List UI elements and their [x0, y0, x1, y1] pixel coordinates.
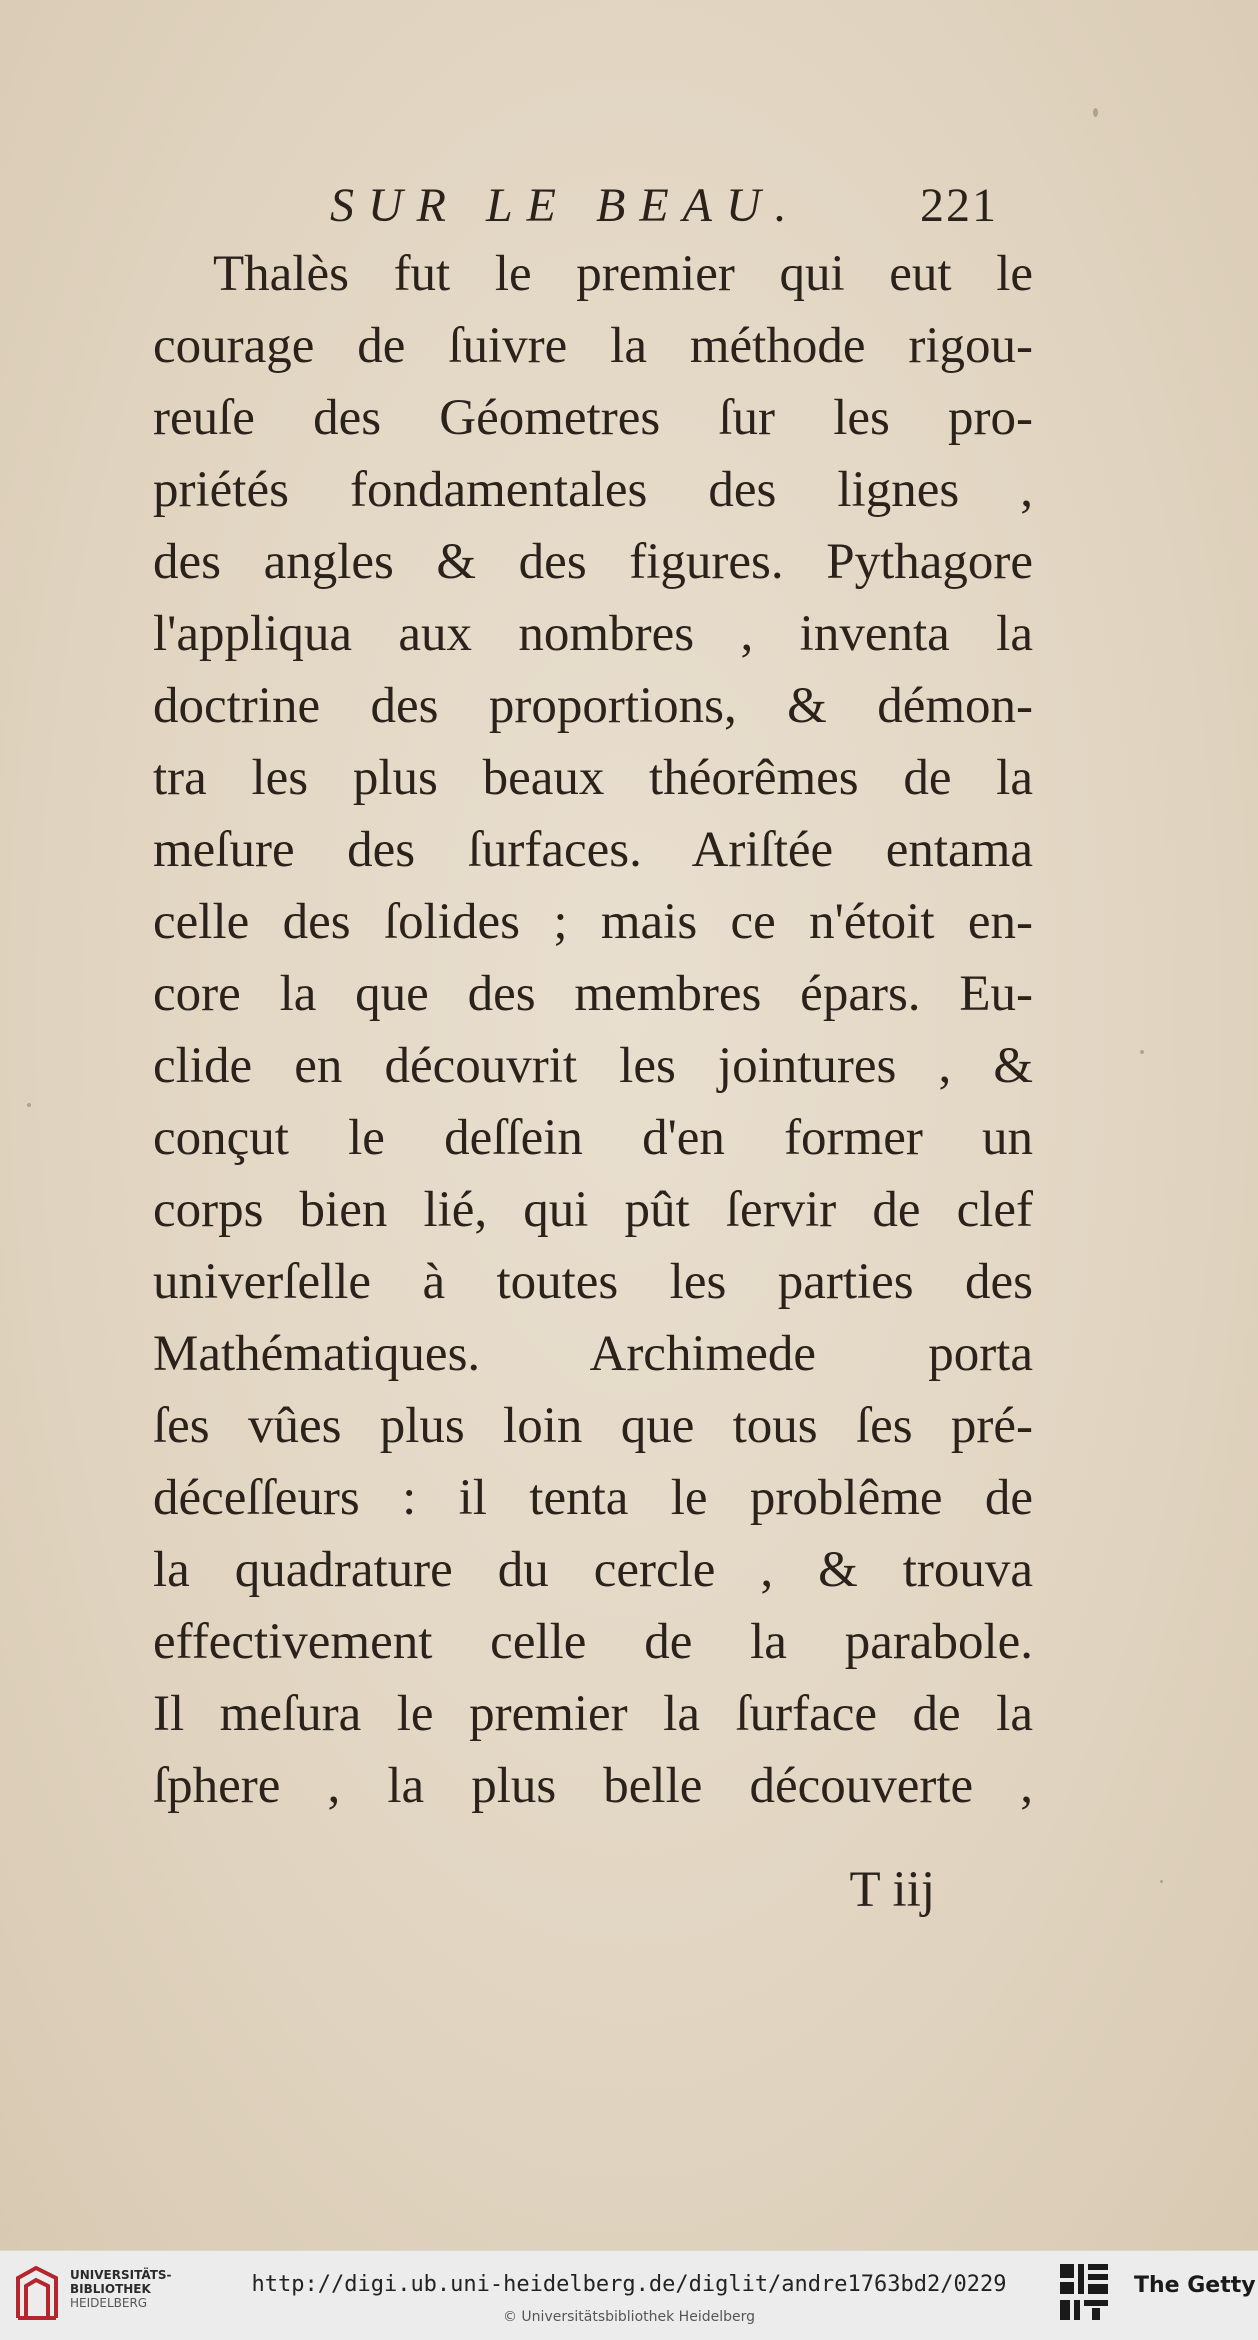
text-line: clide en découvrit les jointures , &	[153, 1038, 1033, 1094]
catchword: T iij	[849, 1862, 935, 1918]
text-line: la quadrature du cercle , & trouva	[153, 1542, 1033, 1598]
text-line: Thalès fut le premier qui eut le	[213, 246, 1033, 302]
text-line: conçut le deſſein d'en former un	[153, 1110, 1033, 1166]
text-line: l'appliqua aux nombres , inventa la	[153, 606, 1033, 662]
paper-speck	[27, 1103, 31, 1107]
text-line: courage de ſuivre la méthode rigou-	[153, 318, 1033, 374]
page-number: 221	[920, 179, 998, 232]
text-line: corps bien lié, qui pût ſervir de clef	[153, 1182, 1033, 1238]
text-line: déceſſeurs : il tenta le problême de	[153, 1470, 1033, 1526]
permalink-url[interactable]: http://digi.ub.uni-heidelberg.de/diglit/andre1763bd2/0229	[251, 2272, 1007, 2297]
text-line: celle des ſolides ; mais ce n'étoit en-	[153, 894, 1033, 950]
paper-speck	[1160, 1880, 1163, 1883]
text-line: tra les plus beaux théorêmes de la	[153, 750, 1033, 806]
text-line: meſure des ſurfaces. Ariſtée entama	[153, 822, 1033, 878]
text-line: doctrine des proportions, & démon-	[153, 678, 1033, 734]
library-name-line: UNIVERSITÄTS-	[70, 2268, 172, 2282]
running-head-title: SUR LE BEAU.	[330, 179, 801, 232]
getty-logo-icon	[1058, 2262, 1110, 2324]
text-line: effectivement celle de la parabole.	[153, 1614, 1033, 1670]
running-header	[330, 178, 1030, 238]
text-line: reuſe des Géometres ſur les pro-	[153, 390, 1033, 446]
body-text	[153, 238, 1033, 1822]
text-line: Mathématiques. Archimede porta	[153, 1326, 1033, 1382]
paper-speck	[1093, 108, 1098, 117]
text-line: Il meſura le premier la ſurface de la	[153, 1686, 1033, 1742]
text-line: ſphere , la plus belle découverte ,	[153, 1758, 1033, 1814]
library-name-line: BIBLIOTHEK	[70, 2282, 151, 2296]
text-line: core la que des membres épars. Eu-	[153, 966, 1033, 1022]
paper-speck	[1140, 1050, 1144, 1054]
text-line: ſes vûes plus loin que tous ſes pré-	[153, 1398, 1033, 1454]
copyright-notice: © Universitätsbibliothek Heidelberg	[502, 2309, 755, 2325]
library-name-line: HEIDELBERG	[70, 2296, 148, 2310]
text-line: univerſelle à toutes les parties des	[153, 1254, 1033, 1310]
partner-name: The Getty	[1134, 2273, 1256, 2298]
text-line: priétés fondamentales des lignes ,	[153, 462, 1033, 518]
text-line: des angles & des figures. Pythagore	[153, 534, 1033, 590]
